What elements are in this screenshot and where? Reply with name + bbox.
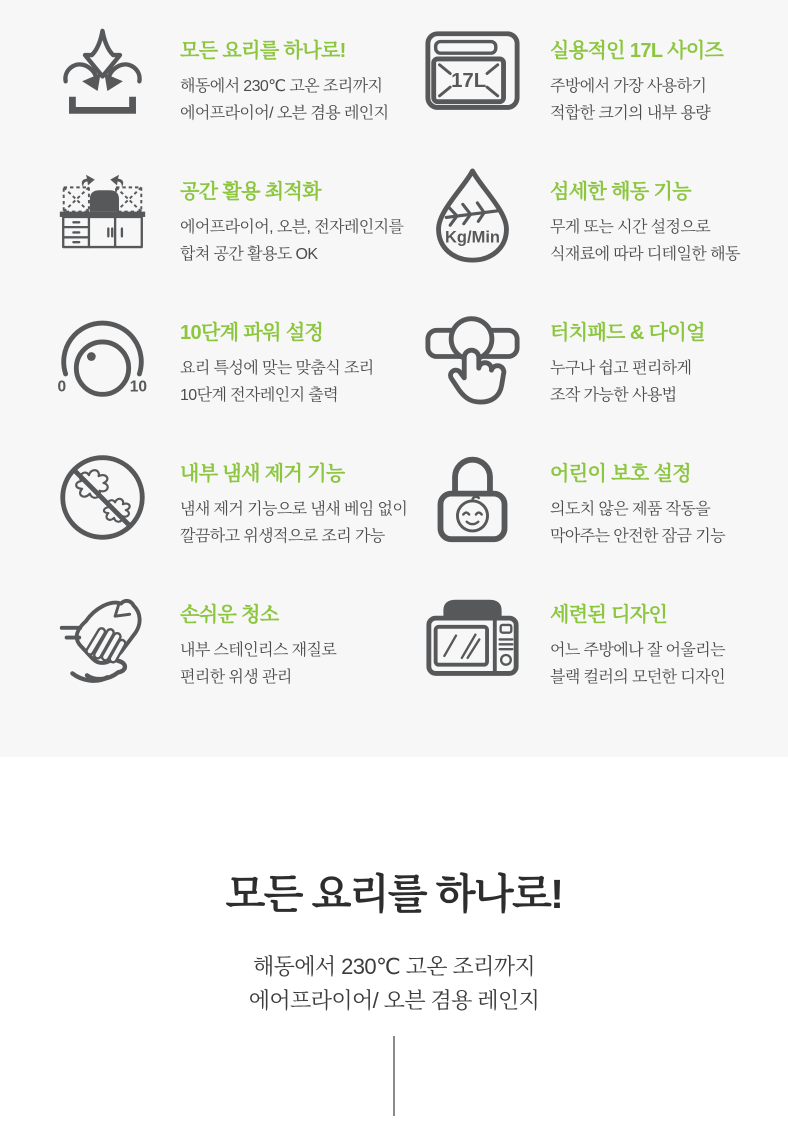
hero-subtitle-line-2: 에어프라이어/ 오븐 겸용 레인지 [248,988,540,1013]
feature-title: 세련된 디자인 [550,604,668,626]
feature-desc-line-2: 조작 가능한 사용법 [550,386,677,404]
feature-icon-box [416,163,528,267]
feature-item-10 [416,586,786,727]
feature-title: 내부 냄새 제거 기능 [180,463,345,485]
easy-clean-icon [54,590,151,687]
hero-subtitle-line-1: 해동에서 230℃ 고온 조리까지 [252,954,536,979]
hero-subtitle [0,950,788,1018]
feature-icon-box [416,22,528,126]
power-dial-icon [54,308,151,405]
feature-icon-box [46,22,158,126]
feature-icon-box [416,304,528,408]
feature-desc-line-1: 해동에서 230℃ 고온 조리까지 [180,78,383,95]
feature-desc-line-2: 적합한 크기의 내부 용량 [550,104,711,122]
feature-title: 모든 요리를 하나로! [180,40,346,62]
feature-desc-line-1: 주방에서 가장 사용하기 [550,78,707,95]
feature-desc-line-1: 어느 주방에나 잘 어울리는 [550,642,725,659]
feature-desc-line-2: 막아주는 안전한 잠금 기능 [550,527,725,545]
feature-item-3 [46,163,416,304]
oven-17l-icon [424,26,521,123]
feature-desc-line-2: 에어프라이어/ 오븐 겸용 레인지 [180,104,389,122]
feature-description [180,356,374,409]
feature-icon-box [416,586,528,690]
feature-desc-line-1: 무게 또는 시간 설정으로 [550,219,711,236]
feature-icon-box [46,163,158,267]
defrost-unit-label: Kg/Min [444,228,500,247]
feature-title: 터치패드 & 다이얼 [550,322,705,344]
odor-removal-icon [54,449,151,546]
dial-min-label: 0 [56,377,66,395]
feature-description [550,638,725,691]
feature-description [550,215,740,268]
feature-icon-box [416,445,528,549]
feature-description [180,215,403,268]
feature-description [180,74,389,127]
feature-desc-line-2: 편리한 위생 관리 [180,668,292,686]
feature-item-4 [416,163,786,304]
feature-title: 섬세한 해동 기능 [550,181,691,203]
features-grid [46,22,788,727]
feature-icon-box [46,445,158,549]
dial-max-label: 10 [129,377,147,395]
feature-title: 손쉬운 청소 [180,604,279,626]
feature-desc-line-1: 냄새 제거 기능으로 냄새 베임 없이 [180,501,408,518]
feature-title: 10단계 파워 설정 [180,322,324,344]
oven-capacity-label: 17L [450,69,486,92]
feature-description [550,497,725,550]
feature-item-8 [416,445,786,586]
arrows-into-tray-icon [54,26,151,123]
feature-description [180,638,336,691]
feature-icon-box [46,586,158,690]
touchpad-dial-icon [424,308,521,405]
feature-desc-line-1: 누구나 쉽고 편리하게 [550,360,692,377]
feature-item-5 [46,304,416,445]
feature-icon-box [46,304,158,408]
feature-desc-line-2: 10단계 전자레인지 출력 [180,386,338,404]
feature-description [550,74,723,127]
feature-desc-line-1: 요리 특성에 맞는 맞춤식 조리 [180,360,374,377]
kitchen-space-icon [54,167,151,264]
hero-title: 모든 요리를 하나로! [225,871,563,917]
vertical-divider [393,1036,395,1116]
feature-title: 공간 활용 최적화 [180,181,321,203]
feature-item-1 [46,22,416,163]
feature-desc-line-2: 식재료에 따라 디테일한 해동 [550,245,740,263]
feature-item-2 [416,22,786,163]
feature-item-9 [46,586,416,727]
feature-title: 어린이 보호 설정 [550,463,691,485]
child-lock-icon [424,449,521,546]
feature-desc-line-1: 에어프라이어, 오븐, 전자레인지를 [180,219,404,236]
feature-title: 실용적인 17L 사이즈 [550,40,724,62]
feature-desc-line-2: 깔끔하고 위생적으로 조리 가능 [180,527,385,545]
defrost-droplet-icon [424,167,521,264]
feature-item-6 [416,304,786,445]
feature-item-7 [46,445,416,586]
feature-description [180,497,407,550]
feature-desc-line-1: 의도치 않은 제품 작동을 [550,501,711,518]
hero-section [0,757,788,1116]
feature-desc-line-2: 블랙 컬러의 모던한 디자인 [550,668,725,686]
feature-description [550,356,705,409]
modern-design-icon [424,590,521,687]
feature-desc-line-1: 내부 스테인리스 재질로 [180,642,337,659]
feature-desc-line-2: 합쳐 공간 활용도 OK [180,245,318,263]
